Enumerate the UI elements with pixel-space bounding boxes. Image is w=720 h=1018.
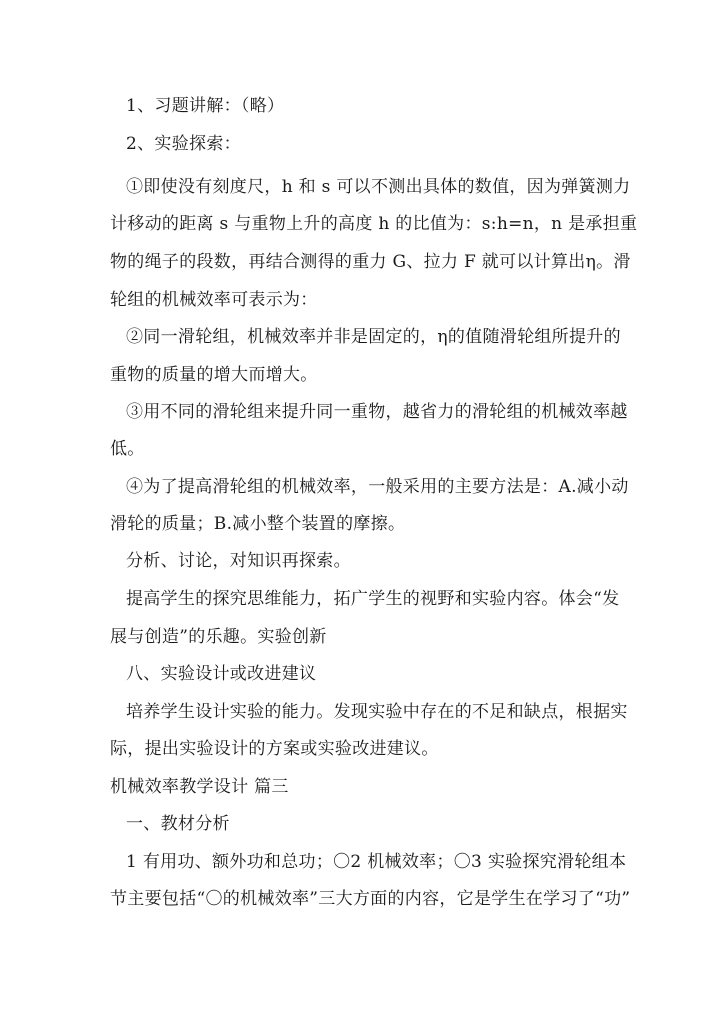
text-line-exercise: 1、习题讲解：（略） bbox=[126, 96, 285, 116]
text-line-improve-a: 提高学生的探究思维能力，拓广学生的视野和实验内容。体会“发 bbox=[126, 589, 620, 609]
text-line-content-a: 1 有用功、额外功和总功；〇2 机械效率；〇3 实验探究滑轮组本 bbox=[126, 852, 627, 872]
text-line-point3-a: ③用不同的滑轮组来提升同一重物，越省力的滑轮组的机械效率越 bbox=[126, 402, 628, 422]
text-line-point4-b: 滑轮的质量；B.减小整个装置的摩擦。 bbox=[110, 514, 406, 534]
text-line-improve-b: 展与创造”的乐趣。实验创新 bbox=[110, 627, 327, 647]
text-line-point4-a: ④为了提高滑轮组的机械效率，一般采用的主要方法是：A.减小动 bbox=[126, 477, 629, 497]
text-line-analysis: 分析、讨论，对知识再探索。 bbox=[126, 551, 351, 571]
text-line-content-b: 节主要包括“〇的机械效率”三大方面的内容，它是学生在学习了“功” bbox=[110, 889, 631, 909]
text-line-point1-d: 轮组的机械效率可表示为： bbox=[110, 290, 318, 310]
text-line-point3-b: 低。 bbox=[110, 439, 145, 459]
article-title-part-three: 机械效率教学设计 篇三 bbox=[110, 777, 289, 797]
text-line-point2-b: 重物的质量的增大而增大。 bbox=[110, 365, 318, 385]
text-line-point1-c: 物的绳子的段数，再结合测得的重力 G、拉力 F 就可以计算出η。滑 bbox=[110, 252, 631, 272]
text-line-point1-a: ①即使没有刻度尺，h 和 s 可以不测出具体的数值，因为弹簧测力 bbox=[126, 177, 631, 197]
text-line-point1-b: 计移动的距离 s 与重物上升的高度 h 的比值为：s:h=n，n 是承担重 bbox=[110, 214, 638, 234]
text-line-cultivate-a: 培养学生设计实验的能力。发现实验中存在的不足和缺点，根据实 bbox=[126, 702, 628, 722]
text-line-point2-a: ②同一滑轮组，机械效率并非是固定的，η的值随滑轮组所提升的 bbox=[126, 327, 621, 347]
section-heading-eight: 八、实验设计或改进建议 bbox=[126, 664, 317, 684]
section-heading-one: 一、教材分析 bbox=[126, 814, 230, 834]
text-line-cultivate-b: 际，提出实验设计的方案或实验改进建议。 bbox=[110, 739, 439, 759]
text-line-experiment: 2、实验探索： bbox=[126, 134, 241, 154]
